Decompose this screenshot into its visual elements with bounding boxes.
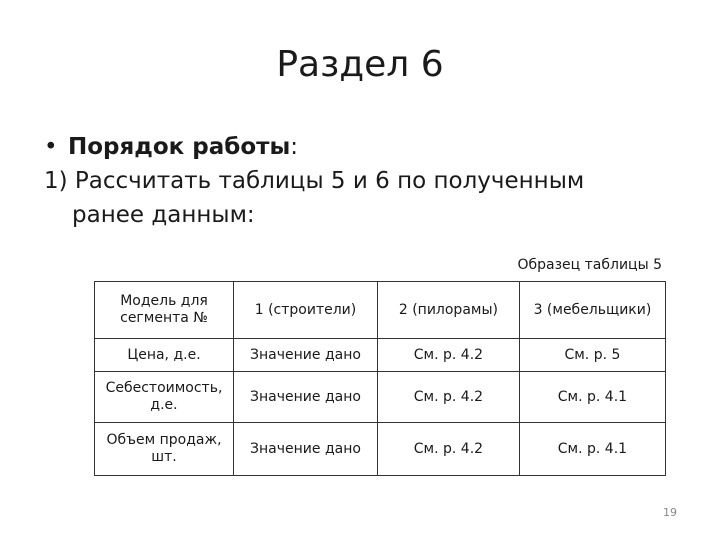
table-cell: Значение дано — [234, 423, 378, 476]
table-row — [95, 339, 666, 372]
table-caption: Образец таблицы 5 — [517, 257, 662, 273]
table-cell: Значение дано — [234, 339, 378, 372]
bullet-dot-icon: • — [44, 134, 58, 160]
table-cell: 2 (пилорамы) — [377, 282, 519, 339]
slide-body — [44, 130, 684, 232]
step-1-line-1: 1) Рассчитать таблицы 5 и 6 по полученным — [44, 168, 585, 194]
table-row — [95, 282, 666, 339]
bullet-suffix: : — [290, 134, 299, 160]
table-cell: Себестоимость, д.е. — [95, 372, 234, 423]
table-cell: Объем продаж, шт. — [95, 423, 234, 476]
table-cell: См. р. 4.2 — [377, 372, 519, 423]
table-cell: Модель для сегмента № — [95, 282, 234, 339]
table-cell: См. р. 5 — [519, 339, 665, 372]
table-cell: См. р. 4.2 — [377, 423, 519, 476]
slide-title: Раздел 6 — [276, 44, 444, 85]
table-row — [95, 423, 666, 476]
sample-table-5 — [94, 281, 666, 476]
page-number: 19 — [663, 506, 677, 519]
table-cell: См. р. 4.2 — [377, 339, 519, 372]
bullet-bold-text: Порядок работы — [68, 134, 291, 160]
table-cell: 1 (строители) — [234, 282, 378, 339]
bullet-item — [44, 130, 684, 164]
step-1-line-2: ранее данным: — [72, 202, 255, 228]
table-cell: 3 (мебельщики) — [519, 282, 665, 339]
table-cell: Значение дано — [234, 372, 378, 423]
table-row — [95, 372, 666, 423]
table-cell: См. р. 4.1 — [519, 423, 665, 476]
table-cell: Цена, д.е. — [95, 339, 234, 372]
table-cell: См. р. 4.1 — [519, 372, 665, 423]
